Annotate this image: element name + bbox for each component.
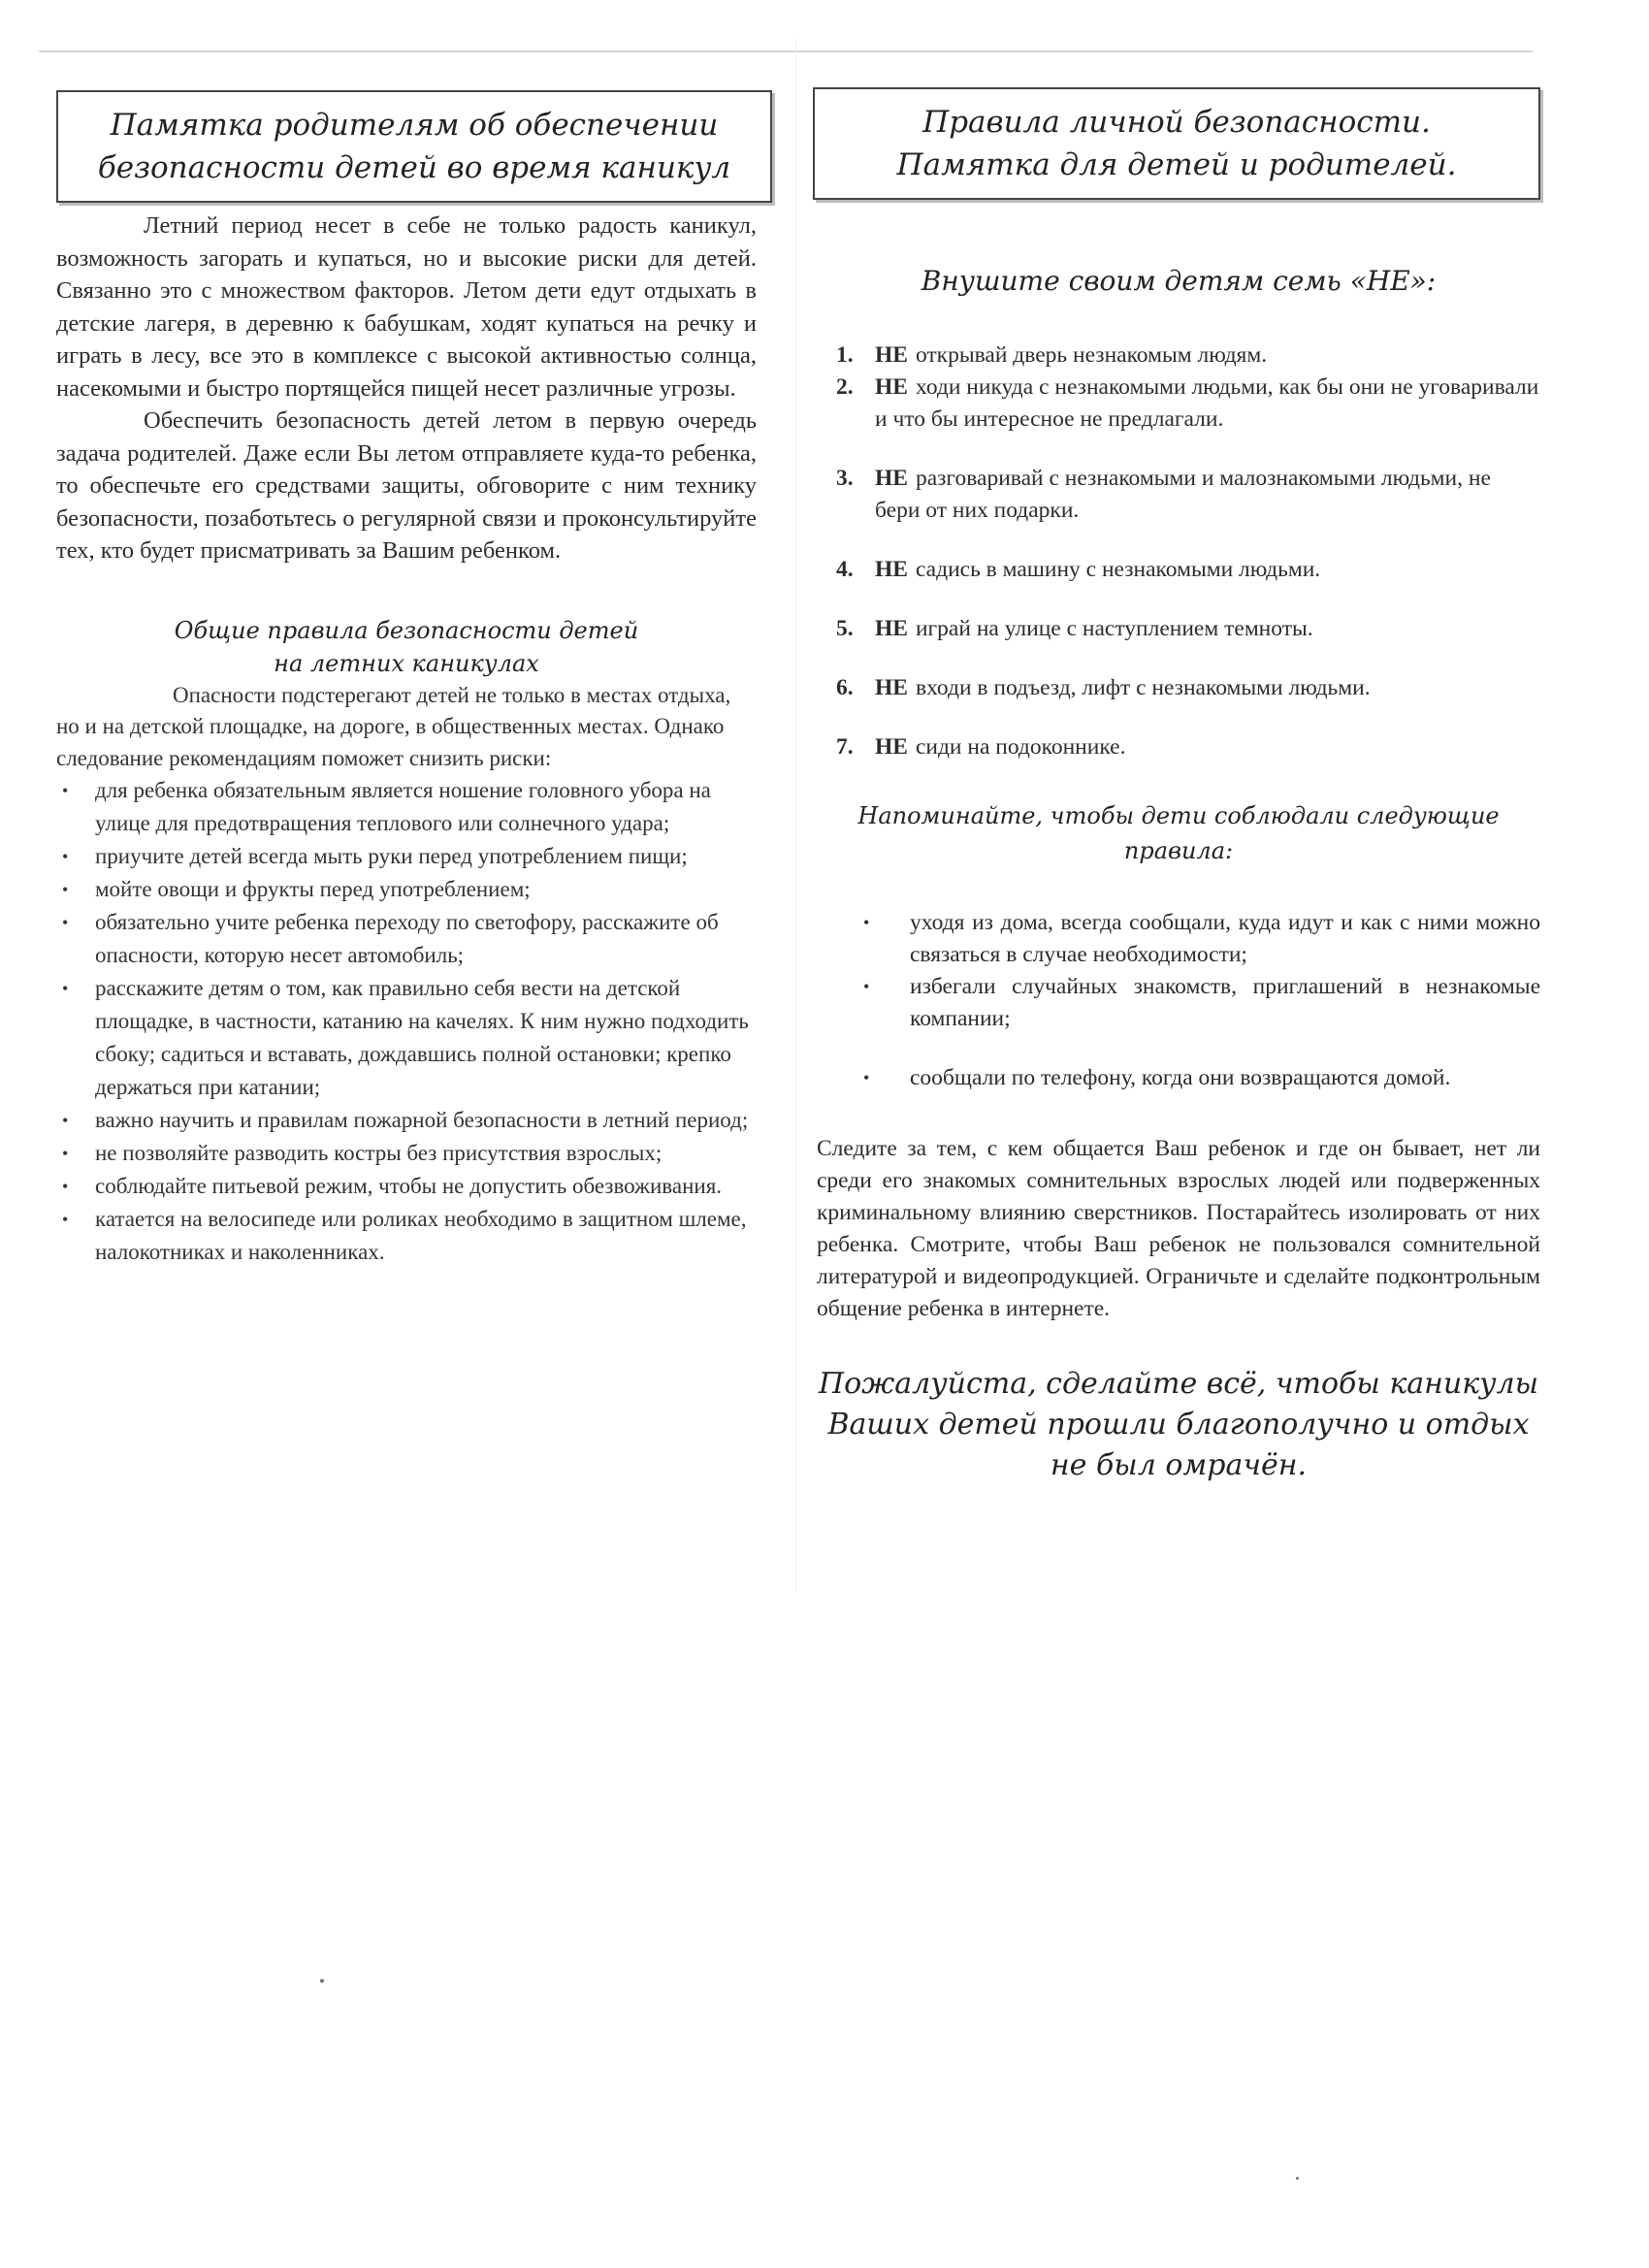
- rule-number: 1.: [836, 342, 854, 368]
- rule-number: 4.: [836, 557, 854, 582]
- rule-text: входи в подъезд, лифт с незнакомыми людьми.: [915, 675, 1371, 700]
- list-item: • катается на велосипеде или роликах необходимо в защитном шлеме, налокотниках и наколенниках.: [56, 1203, 757, 1269]
- rule-text: открывай дверь незнакомым людям.: [915, 342, 1268, 368]
- ne-word: НЕ: [875, 342, 908, 368]
- rule-number: 5.: [836, 616, 854, 641]
- seven-ne-heading: Внушите своим детям семь «НЕ»:: [921, 265, 1437, 297]
- top-edge-line: [39, 50, 1533, 52]
- scan-speck: [1296, 2177, 1299, 2180]
- list-item: • соблюдайте питьевой режим, чтобы не допустить обезвоживания.: [56, 1170, 757, 1203]
- ne-rule-item: [817, 463, 1540, 527]
- general-rules-intro: Опасности подстерегают детей не только в местах отдыха, но и на детской площадке, на дороге, в общественных местах. Однако следование рекомендациям поможет снизить риски:: [56, 682, 731, 770]
- rule-text: разговаривай с незнакомыми и малознакомыми людьми, не бери от них подарки.: [875, 466, 1491, 523]
- right-column: [817, 262, 1540, 1486]
- right-title-line-2: Памятка для детей и родителей.: [896, 147, 1457, 182]
- rule-number: 7.: [836, 734, 854, 760]
- closing-line-2: Ваших детей прошли благополучно и отдых: [827, 1408, 1530, 1442]
- remind-heading-line-2: правила:: [1123, 837, 1234, 864]
- ne-rule-item: [817, 554, 1540, 586]
- right-title-line-1: Правила личной безопасности.: [922, 105, 1431, 140]
- left-column: [56, 210, 757, 1269]
- rule-number: 6.: [836, 675, 854, 700]
- list-item: • сообщали по телефону, когда они возвращаются домой.: [817, 1062, 1540, 1094]
- rule-text: ходи никуда с незнакомыми людьми, как бы они не уговаривали и что бы интересное не предлагали.: [875, 374, 1539, 432]
- list-item: • уходя из дома, всегда сообщали, куда идут и как с ними можно связаться в случае необходимости;: [817, 907, 1540, 971]
- left-title-line-1: Памятка родителям об обеспечении: [110, 108, 719, 143]
- closing-line-1: Пожалуйста, сделайте всё, чтобы каникулы: [818, 1367, 1539, 1401]
- list-item: • обязательно учите ребенка переходу по светофору, расскажите об опасности, которую несет автомобиль;: [56, 906, 757, 972]
- list-item: • мойте овощи и фрукты перед употреблением;: [56, 873, 757, 906]
- list-item: • избегали случайных знакомств, приглашений в незнакомые компании;: [817, 971, 1540, 1035]
- ne-word: НЕ: [875, 466, 908, 491]
- left-title-line-2: безопасности детей во время каникул: [97, 150, 731, 185]
- closing-line-3: не был омрачён.: [1050, 1448, 1308, 1482]
- list-item: • приучите детей всегда мыть руки перед употреблением пищи;: [56, 840, 757, 873]
- ne-word: НЕ: [875, 616, 908, 641]
- fold-line: [795, 39, 796, 1591]
- list-item: • важно научить и правилам пожарной безопасности в летний период;: [56, 1104, 757, 1137]
- general-rules-list: [56, 774, 757, 1269]
- ne-word: НЕ: [875, 675, 908, 700]
- remind-heading-line-1: Напоминайте, чтобы дети соблюдали следующие: [857, 802, 1500, 829]
- remind-rules-list: [817, 907, 1540, 1094]
- left-title-box: [56, 90, 772, 203]
- closing-message: [817, 1364, 1540, 1486]
- ne-word: НЕ: [875, 374, 908, 400]
- ne-rule-item: [817, 340, 1540, 372]
- general-rules-heading: [56, 614, 757, 680]
- rule-number: 2.: [836, 374, 854, 400]
- list-item: • расскажите детям о том, как правильно себя вести на детской площадке, в частности, катанию на качелях. К ним нужно подходить сбоку; садиться и вставать, дождавшись полной остановки; крепко держаться при катании;: [56, 972, 757, 1104]
- rule-number: 3.: [836, 466, 854, 491]
- rule-text: садись в машину с незнакомыми людьми.: [915, 557, 1321, 582]
- ne-rule-item: [817, 372, 1540, 436]
- ne-rule-item: [817, 672, 1540, 704]
- rule-text: играй на улице с наступлением темноты.: [915, 616, 1313, 641]
- scan-speck: [320, 1979, 324, 1983]
- general-rules-heading-line-1: Общие правила безопасности детей: [174, 616, 639, 644]
- ne-rule-item: [817, 613, 1540, 645]
- intro-paragraph-2: Обеспечить безопасность детей летом в первую очередь задача родителей. Даже если Вы летом отправляете куда-то ребенка, то обеспечьте его средствами защиты, обговорите с ним технику безопасности, позаботьтесь о регулярной связи и проконсультируйте тех, кто будет присматривать за Вашим ребенком.: [56, 407, 757, 564]
- ne-rule-item: [817, 731, 1540, 763]
- ne-word: НЕ: [875, 734, 908, 760]
- rule-text: сиди на подоконнике.: [915, 734, 1126, 760]
- ne-word: НЕ: [875, 557, 908, 582]
- list-item: • не позволяйте разводить костры без присутствия взрослых;: [56, 1137, 757, 1170]
- list-item: • для ребенка обязательным является ношение головного убора на улице для предотвращения теплового или солнечного удара;: [56, 774, 757, 840]
- remind-heading: [856, 798, 1502, 868]
- watch-paragraph: Следите за тем, с кем общается Ваш ребенок и где он бывает, нет ли среди его знакомых сомнительных взрослых людей или подверженных криминальному влиянию сверстников. Постарайтесь изолировать от них ребенка. Смотрите, чтобы Ваш ребенок не пользовался сомнительной литературой и видеопродукцией. Ограничьте и сделайте подконтрольным общение ребенка в интернете.: [817, 1136, 1540, 1321]
- ne-rules-list: [817, 340, 1540, 763]
- right-title-box: [813, 87, 1540, 200]
- intro-paragraph-1: Летний период несет в себе не только радость каникул, возможность загорать и купаться, но и высокие риски для детей. Связанно это с множеством факторов. Летом дети едут отдыхать в детские лагеря, в деревню к бабушкам, ходят купаться на речку и играть в лесу, все это в комплексе с высокой активностью солнца, насекомыми и быстро портящейся пищей несет различные угрозы.: [56, 212, 757, 402]
- general-rules-heading-line-2: на летних каникулах: [274, 649, 539, 677]
